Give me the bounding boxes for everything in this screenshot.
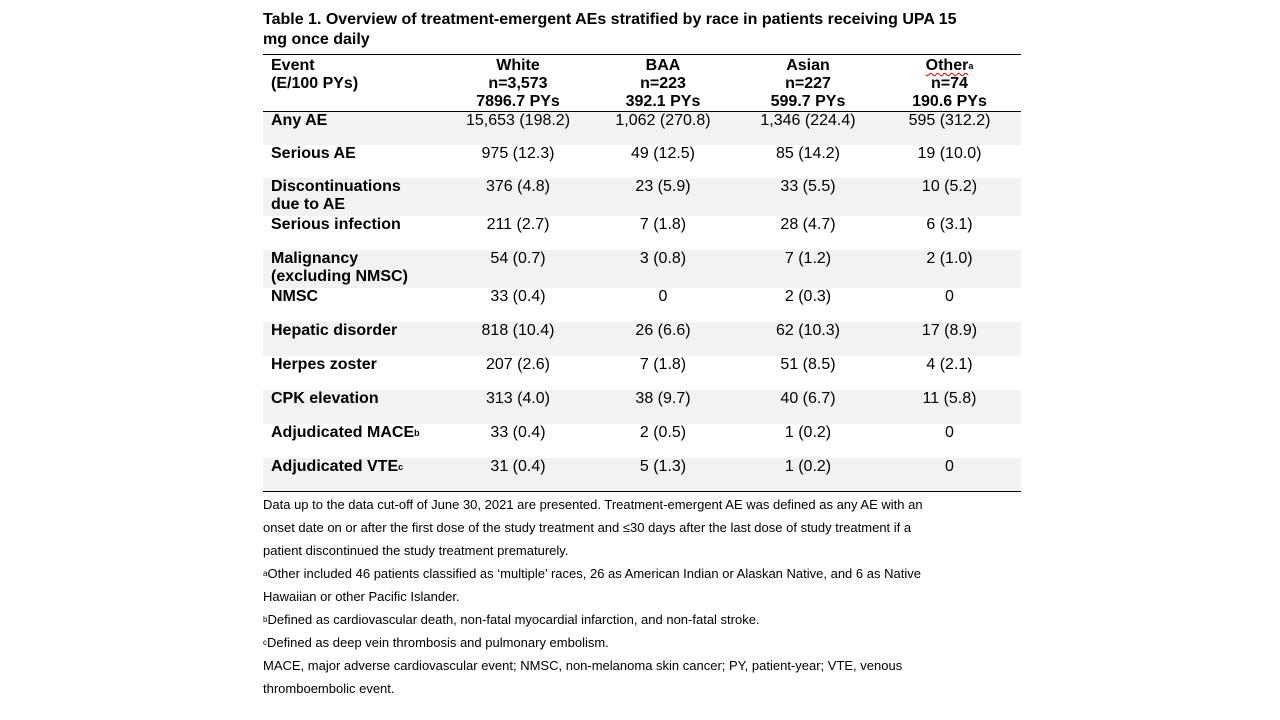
cell-asian: 1 (0.2) bbox=[784, 423, 832, 441]
footnote-c: $^c$Defined as deep vein thrombosis and pulmonary embolism. bbox=[263, 635, 609, 650]
cell-asian: 2 (0.3) bbox=[784, 287, 832, 305]
ae-table bbox=[263, 54, 1021, 492]
cell-asian: 40 (6.7) bbox=[780, 389, 836, 407]
row-label: Herpes zoster bbox=[271, 355, 377, 373]
header-col-name: BAA bbox=[645, 57, 681, 74]
cell-other: 17 (8.9) bbox=[921, 321, 978, 339]
table-row-discontinuations bbox=[263, 178, 1021, 216]
row-label: Any AE bbox=[271, 112, 328, 129]
header-white bbox=[448, 55, 588, 112]
row-label: NMSC bbox=[271, 287, 319, 305]
header-col-pys: 392.1 PYs bbox=[625, 93, 701, 110]
cell-baa: 1,062 (270.8) bbox=[615, 112, 711, 129]
cell-asian: 7 (1.2) bbox=[784, 249, 832, 267]
cell-baa: 5 (1.3) bbox=[639, 457, 687, 475]
table-row-hepatic-disorder bbox=[263, 322, 1021, 356]
row-label: Adjudicated VTE$^c$ bbox=[271, 457, 404, 475]
header-event bbox=[263, 55, 448, 112]
header-col-name: Asian bbox=[786, 57, 830, 74]
table-row-vte bbox=[263, 458, 1021, 492]
cell-baa: 26 (6.6) bbox=[635, 321, 691, 339]
cell-other: 10 (5.2) bbox=[921, 177, 978, 195]
row-label: Hepatic disorder bbox=[271, 321, 398, 339]
cell-baa: 7 (1.8) bbox=[639, 355, 687, 373]
footnote-a-marker: a bbox=[968, 61, 974, 71]
cell-asian: 62 (10.3) bbox=[775, 321, 841, 339]
header-col-n: n=223 bbox=[640, 75, 686, 92]
cell-baa: 3 (0.8) bbox=[639, 249, 687, 267]
footnote-b: $^b$Defined as cardiovascular death, non-fatal myocardial infarction, and non-fatal stroke. bbox=[263, 612, 760, 627]
cell-other: 6 (3.1) bbox=[926, 215, 973, 233]
footnote-b-marker: b bbox=[414, 427, 420, 438]
footnote-c-marker: c bbox=[398, 461, 404, 472]
cell-white: 211 (2.7) bbox=[486, 215, 550, 233]
cell-baa: 49 (12.5) bbox=[630, 144, 696, 162]
cell-asian: 85 (14.2) bbox=[775, 144, 841, 162]
cell-other: 4 (2.1) bbox=[926, 355, 973, 373]
cell-other: 11 (5.8) bbox=[922, 389, 977, 407]
header-col-n: n=3,573 bbox=[488, 75, 548, 92]
cell-white: 33 (0.4) bbox=[490, 287, 546, 305]
cell-other: 0 bbox=[945, 423, 954, 441]
table-title: Table 1. Overview of treatment-emergent AEs stratified by race in patients receiving UPA 15 mg once daily bbox=[263, 11, 957, 48]
cell-baa: 7 (1.8) bbox=[639, 215, 687, 233]
header-col-n: n=227 bbox=[785, 75, 831, 92]
cell-asian: 51 (8.5) bbox=[780, 355, 836, 373]
footnote-data-note: Data up to the data cut-off of June 30, 2021 are presented. Treatment-emergent AE was defined as any AE with an onset date on or after the first dose of the study treatment and ≤30 days after the last dose of study treatment if a patient discontinued the study treatment prematurely. bbox=[263, 497, 923, 558]
cell-baa: 23 (5.9) bbox=[635, 177, 691, 195]
cell-white: 31 (0.4) bbox=[490, 457, 546, 475]
header-event-line2: (E/100 PYs) bbox=[271, 75, 359, 92]
footnote-a: $^a$Other included 46 patients classified as ‘multiple’ races, 26 as American Indian or Alaskan Native, and 6 as Native Hawaiian or other Pacific Islander. bbox=[263, 566, 921, 604]
header-col-pys: 599.7 PYs bbox=[770, 93, 846, 110]
cell-asian: 1,346 (224.4) bbox=[760, 112, 856, 129]
header-event-line1: Event bbox=[271, 57, 315, 74]
row-label: Discontinuations due to AE bbox=[271, 177, 401, 213]
cell-asian: 33 (5.5) bbox=[780, 177, 836, 195]
cell-other: 19 (10.0) bbox=[917, 144, 982, 162]
cell-asian: 1 (0.2) bbox=[784, 457, 832, 475]
header-col-n: n=74 bbox=[931, 75, 968, 92]
cell-other: 595 (312.2) bbox=[908, 112, 991, 129]
cell-other: 0 bbox=[945, 287, 954, 305]
cell-asian: 28 (4.7) bbox=[780, 215, 836, 233]
footnote-abbreviations: MACE, major adverse cardiovascular event; NMSC, non-melanoma skin cancer; PY, patient-year; VTE, venous thromboembolic event. bbox=[263, 658, 903, 696]
row-label: Serious infection bbox=[271, 215, 401, 233]
cell-white: 818 (10.4) bbox=[481, 321, 555, 339]
row-label: Serious AE bbox=[271, 144, 356, 162]
row-label: CPK elevation bbox=[271, 389, 379, 407]
cell-white: 975 (12.3) bbox=[481, 144, 555, 162]
table-row-malignancy bbox=[263, 250, 1021, 288]
table-row-any-ae bbox=[263, 112, 1021, 145]
cell-baa: 2 (0.5) bbox=[639, 423, 687, 441]
header-baa bbox=[588, 55, 738, 112]
table-row-nmsc bbox=[263, 288, 1021, 322]
cell-white: 313 (4.0) bbox=[485, 389, 551, 407]
header-asian bbox=[738, 55, 878, 112]
row-label: Malignancy (excluding NMSC) bbox=[271, 249, 408, 285]
cell-white: 15,653 (198.2) bbox=[465, 112, 571, 129]
cell-white: 33 (0.4) bbox=[490, 423, 546, 441]
footnotes bbox=[263, 493, 953, 700]
table-row-herpes-zoster bbox=[263, 356, 1021, 390]
table-row-serious-infection bbox=[263, 216, 1021, 250]
header-col-name: Other bbox=[925, 57, 969, 74]
cell-baa: 0 bbox=[658, 287, 668, 305]
cell-other: 2 (1.0) bbox=[926, 249, 973, 267]
table-row-mace bbox=[263, 424, 1021, 458]
cell-white: 376 (4.8) bbox=[485, 177, 551, 195]
header-other bbox=[878, 55, 1021, 112]
header-col-name: White bbox=[496, 57, 540, 74]
row-label: Adjudicated MACE$^b$ bbox=[271, 423, 420, 441]
document-page bbox=[263, 10, 1023, 700]
table-row-serious-ae bbox=[263, 145, 1021, 178]
header-col-pys: 7896.7 PYs bbox=[476, 93, 560, 110]
cell-white: 207 (2.6) bbox=[485, 355, 551, 373]
cell-white: 54 (0.7) bbox=[490, 249, 546, 267]
header-col-pys: 190.6 PYs bbox=[912, 93, 987, 110]
table-row-cpk-elevation bbox=[263, 390, 1021, 424]
table-header-row bbox=[263, 55, 1021, 112]
cell-other: 0 bbox=[945, 457, 954, 475]
cell-baa: 38 (9.7) bbox=[635, 389, 691, 407]
